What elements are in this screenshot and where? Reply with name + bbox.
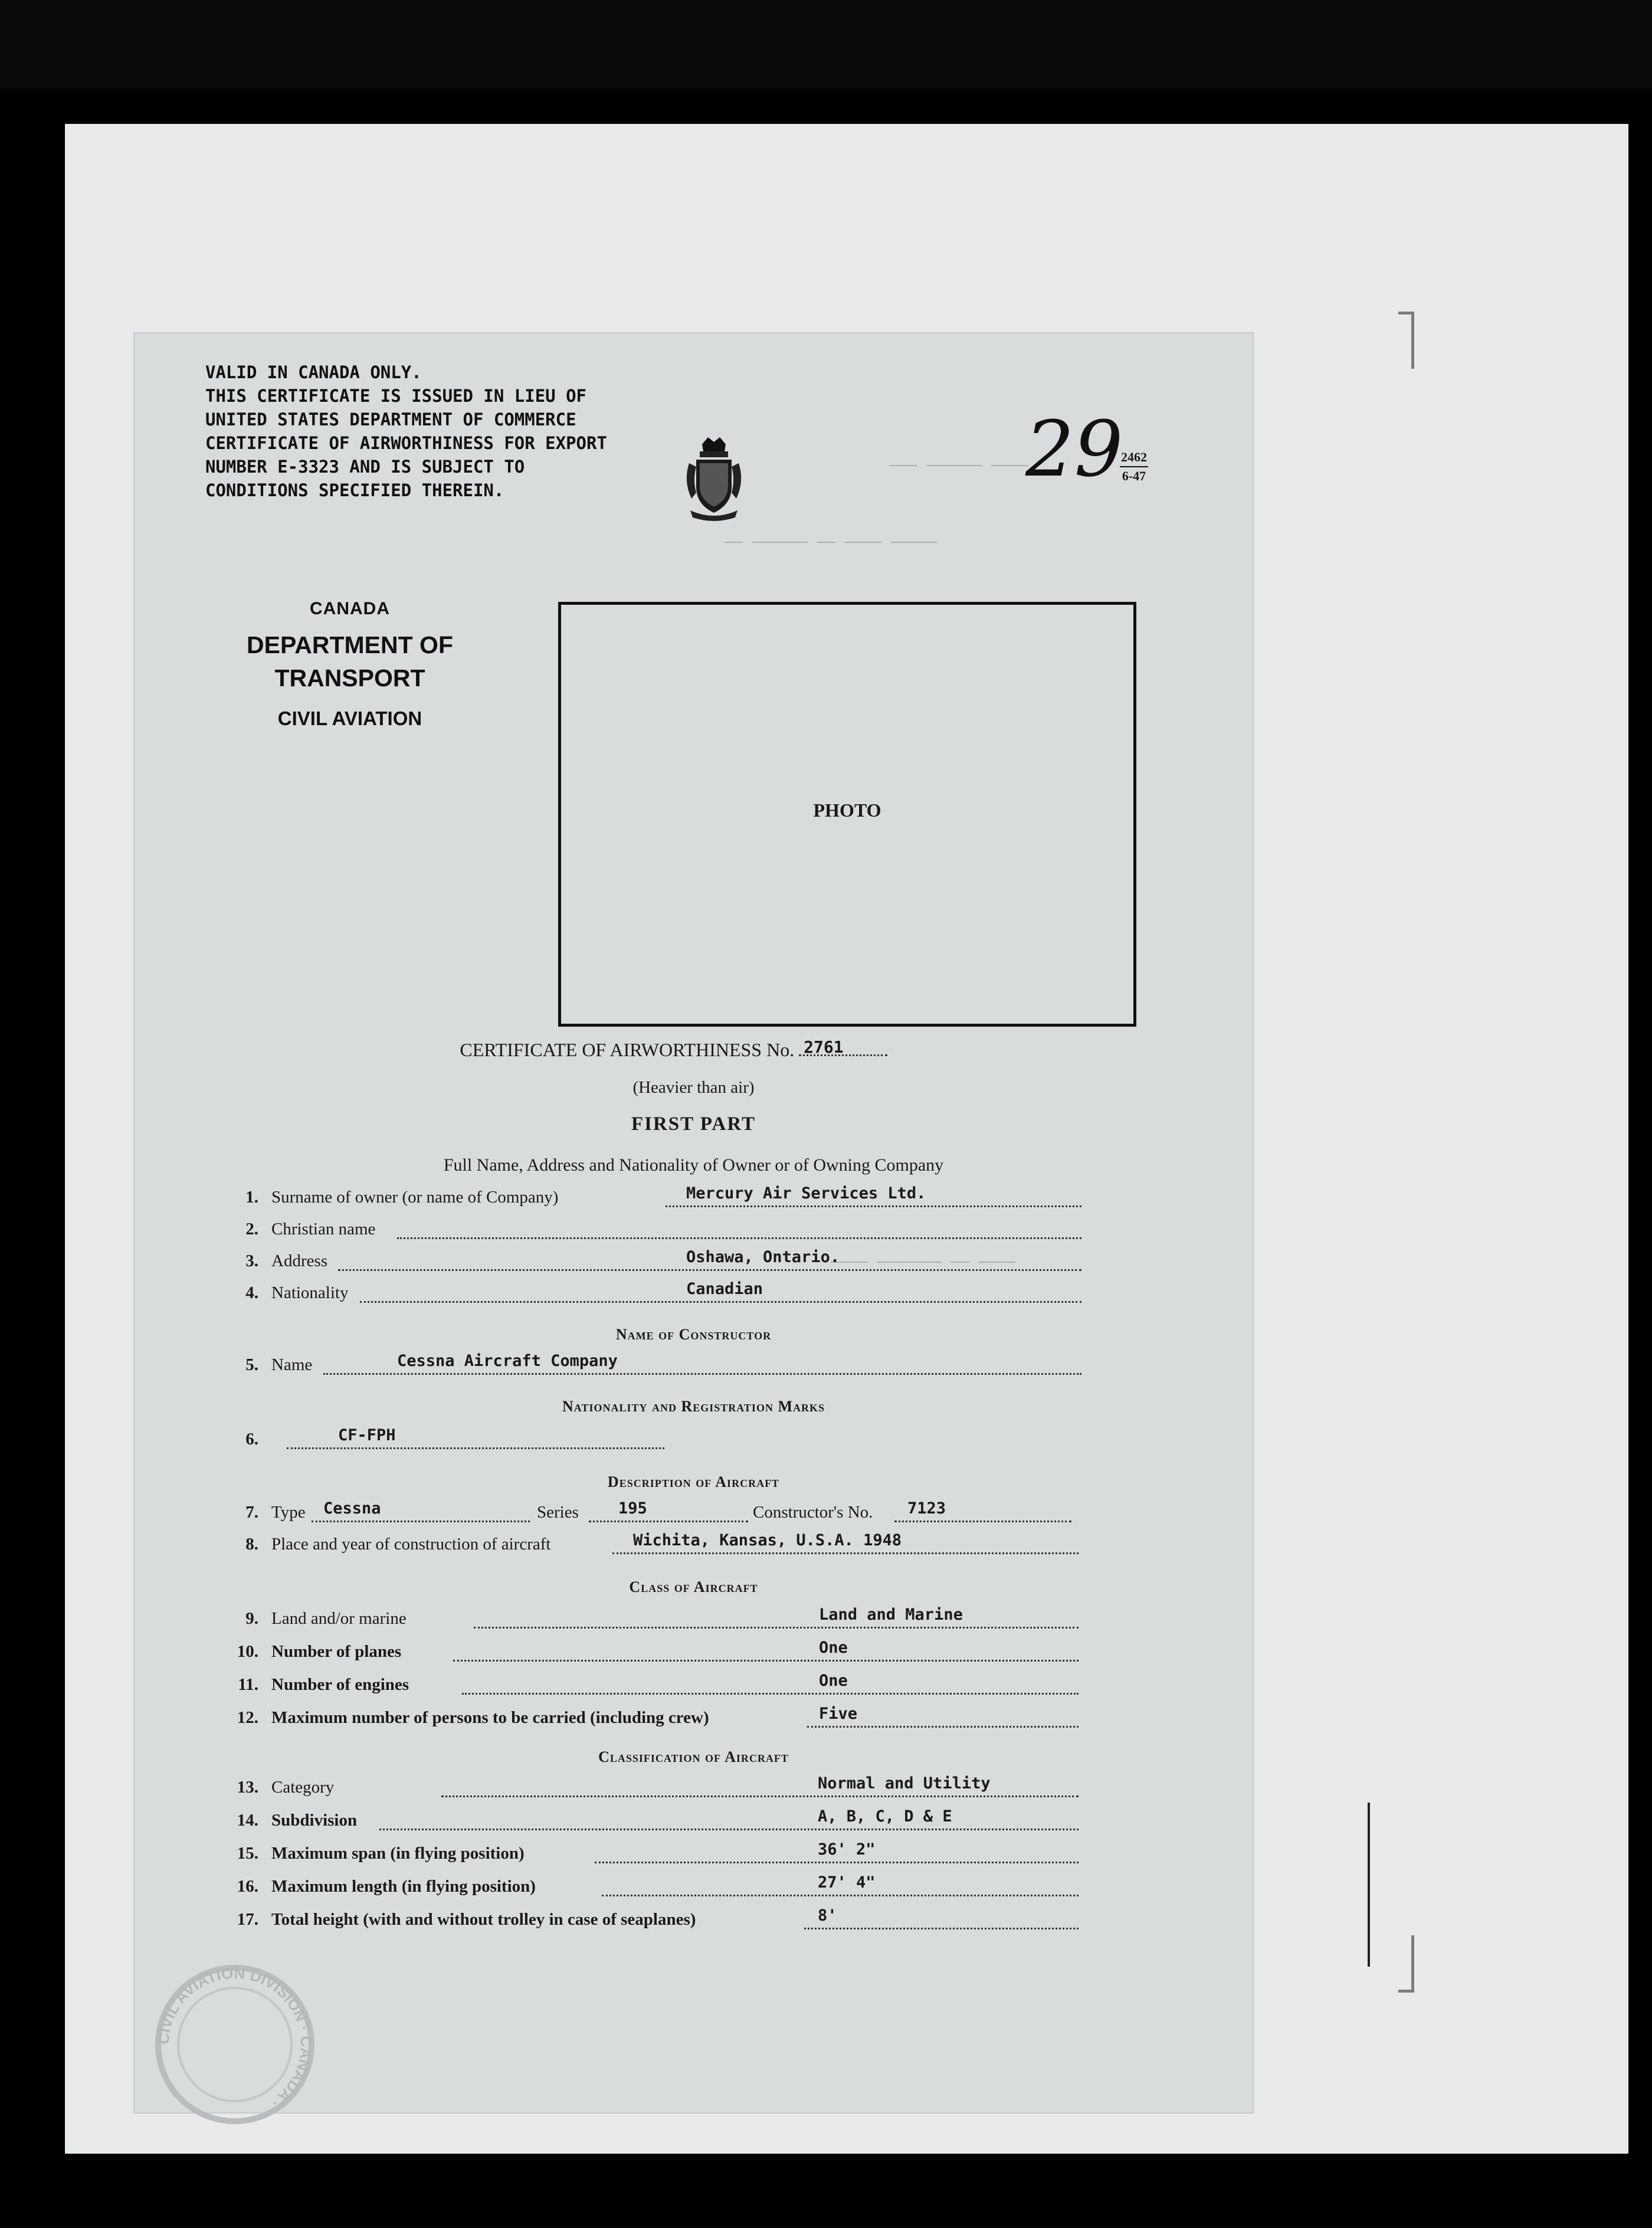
field-value: Normal and Utility (818, 1774, 991, 1793)
field-value: Five (819, 1705, 858, 1723)
country-name: CANADA (310, 599, 390, 618)
field-value: 36' 2" (818, 1840, 876, 1859)
field-nationality (135, 1280, 1253, 1309)
field-value-constructor-no: 7123 (907, 1499, 946, 1518)
stamp-line: THIS CERTIFICATE IS ISSUED IN LIEU OF (205, 386, 587, 406)
seal-text: CIVIL AVIATION DIVISION · CANADA · (154, 1964, 316, 2113)
coat-of-arms-icon (678, 434, 749, 522)
stamp-line: VALID IN CANADA ONLY. (205, 362, 422, 382)
certificate-title-text: CERTIFICATE OF AIRWORTHINESS No. (460, 1039, 795, 1060)
handwritten-page-number: 29 (1025, 404, 1123, 494)
field-number: 11. (238, 1675, 258, 1694)
stamp-line: UNITED STATES DEPARTMENT OF COMMERCE (205, 409, 576, 430)
certificate-sheet (135, 333, 1253, 2112)
field-label-type: Type (271, 1503, 306, 1522)
field-number: 1. (245, 1188, 258, 1207)
field-number: 9. (245, 1609, 258, 1628)
part-heading: FIRST PART (631, 1113, 756, 1135)
field-registration-marks (135, 1426, 1253, 1456)
field-label: Name (271, 1355, 313, 1374)
field-owner-surname (135, 1184, 1253, 1214)
crop-bracket-top (1398, 312, 1414, 369)
dotted-leader (397, 1220, 1081, 1239)
field-subdivision (135, 1807, 1253, 1837)
certificate-number: 2761 (804, 1037, 844, 1057)
field-constructor-name (135, 1352, 1253, 1381)
field-label: Maximum span (in flying position) (271, 1844, 525, 1863)
field-number: 6. (245, 1430, 258, 1449)
field-value: A, B, C, D & E (818, 1807, 952, 1826)
field-number: 8. (245, 1535, 258, 1554)
field-max-persons (135, 1705, 1253, 1734)
form-code (1120, 448, 1148, 485)
field-category (135, 1774, 1253, 1804)
field-number: 4. (245, 1283, 258, 1302)
field-label: Total height (with and without trolley in case of seaplanes) (271, 1910, 696, 1929)
field-number: 10. (237, 1642, 258, 1661)
division-name: CIVIL AVIATION (277, 707, 422, 729)
section-heading-classification: Classification of Aircraft (598, 1748, 789, 1765)
field-type-series-constructor (135, 1499, 1253, 1529)
field-label: Land and/or marine (271, 1609, 407, 1628)
field-number: 15. (237, 1844, 258, 1863)
field-label: Nationality (271, 1283, 349, 1302)
photo-label: PHOTO (813, 800, 881, 821)
owner-heading: Full Name, Address and Nationality of Owner or of Owning Company (443, 1155, 944, 1175)
field-number-of-planes (135, 1639, 1253, 1668)
field-value: Mercury Air Services Ltd. (686, 1184, 926, 1203)
field-value: One (819, 1639, 848, 1657)
field-value: Cessna Aircraft Company (397, 1352, 618, 1370)
field-value: Land and Marine (819, 1606, 963, 1624)
field-label: Christian name (271, 1220, 376, 1238)
field-value: 27' 4" (818, 1873, 876, 1892)
section-heading-registration: Nationality and Registration Marks (562, 1398, 825, 1415)
field-label: Subdivision (271, 1811, 358, 1830)
dotted-leader (453, 1642, 1079, 1662)
crop-bracket-bottom (1398, 1935, 1414, 1993)
certificate-title (135, 1039, 1253, 1061)
certificate-subtitle: (Heavier than air) (632, 1078, 755, 1097)
photo-frame (558, 602, 1136, 1027)
field-number: 16. (237, 1877, 258, 1896)
dotted-leader (474, 1609, 1079, 1629)
field-max-span (135, 1840, 1253, 1870)
department-heading (223, 599, 477, 730)
field-label: Surname of owner (or name of Company) (271, 1188, 559, 1207)
field-value-series: 195 (618, 1499, 647, 1518)
field-label: Maximum number of persons to be carried (including crew) (271, 1708, 709, 1727)
dotted-leader (379, 1811, 1079, 1830)
bleed-through-text: ──── ── ─────── ──── (831, 1254, 1016, 1272)
form-code-date: 6-47 (1122, 468, 1146, 483)
field-number: 3. (245, 1251, 258, 1270)
field-number: 7. (245, 1503, 258, 1522)
department-name-line1: DEPARTMENT OF (246, 631, 453, 658)
field-number: 14. (237, 1811, 258, 1830)
field-value-type: Cessna (323, 1499, 381, 1518)
validity-stamp (205, 361, 607, 502)
embossed-seal-icon (146, 1956, 323, 2133)
dotted-leader (462, 1675, 1079, 1695)
field-value: 8' (818, 1906, 837, 1925)
field-label: Number of engines (271, 1675, 409, 1694)
field-label: Maximum length (in flying position) (271, 1877, 536, 1896)
dotted-leader (589, 1503, 748, 1522)
field-christian-name (135, 1220, 1253, 1246)
field-max-length (135, 1873, 1253, 1903)
bleed-through-text: ───── ──── ── ────── ── (725, 534, 938, 552)
field-address (135, 1248, 1253, 1277)
field-number: 12. (237, 1708, 258, 1727)
section-heading-class: Class of Aircraft (629, 1578, 758, 1595)
field-number: 2. (245, 1220, 258, 1238)
dotted-leader (804, 1910, 1079, 1929)
field-label: Place and year of construction of aircraft (271, 1535, 551, 1554)
field-label: Number of planes (271, 1642, 402, 1661)
field-number: 5. (245, 1355, 258, 1374)
field-value: Canadian (686, 1280, 763, 1298)
field-value: CF-FPH (338, 1426, 396, 1444)
bleed-through-text: ──── ────── ─── (890, 457, 1028, 475)
field-value: Oshawa, Ontario. (686, 1248, 840, 1266)
section-heading-constructor: Name of Constructor (615, 1326, 772, 1343)
field-label-series: Series (537, 1503, 579, 1522)
field-value: Wichita, Kansas, U.S.A. 1948 (633, 1531, 902, 1549)
stamp-line: NUMBER E-3323 AND IS SUBJECT TO (205, 457, 525, 477)
field-land-marine (135, 1606, 1253, 1635)
field-number: 17. (237, 1910, 258, 1929)
field-place-year (135, 1531, 1253, 1561)
field-number: 13. (237, 1778, 258, 1797)
form-code-number: 2462 (1120, 448, 1148, 467)
field-label-constructor-no: Constructor's No. (753, 1503, 873, 1522)
stamp-line: CERTIFICATE OF AIRWORTHINESS FOR EXPORT (205, 433, 607, 453)
field-label: Category (271, 1778, 335, 1797)
film-edge-top (0, 0, 1652, 89)
field-label: Address (271, 1251, 328, 1270)
section-heading-description: Description of Aircraft (607, 1473, 780, 1490)
stamp-line: CONDITIONS SPECIFIED THEREIN. (205, 480, 504, 500)
field-value: One (819, 1672, 848, 1690)
margin-line (1368, 1803, 1370, 1967)
field-total-height (135, 1906, 1253, 1936)
field-number-of-engines (135, 1672, 1253, 1701)
department-name-line2: TRANSPORT (274, 664, 425, 692)
